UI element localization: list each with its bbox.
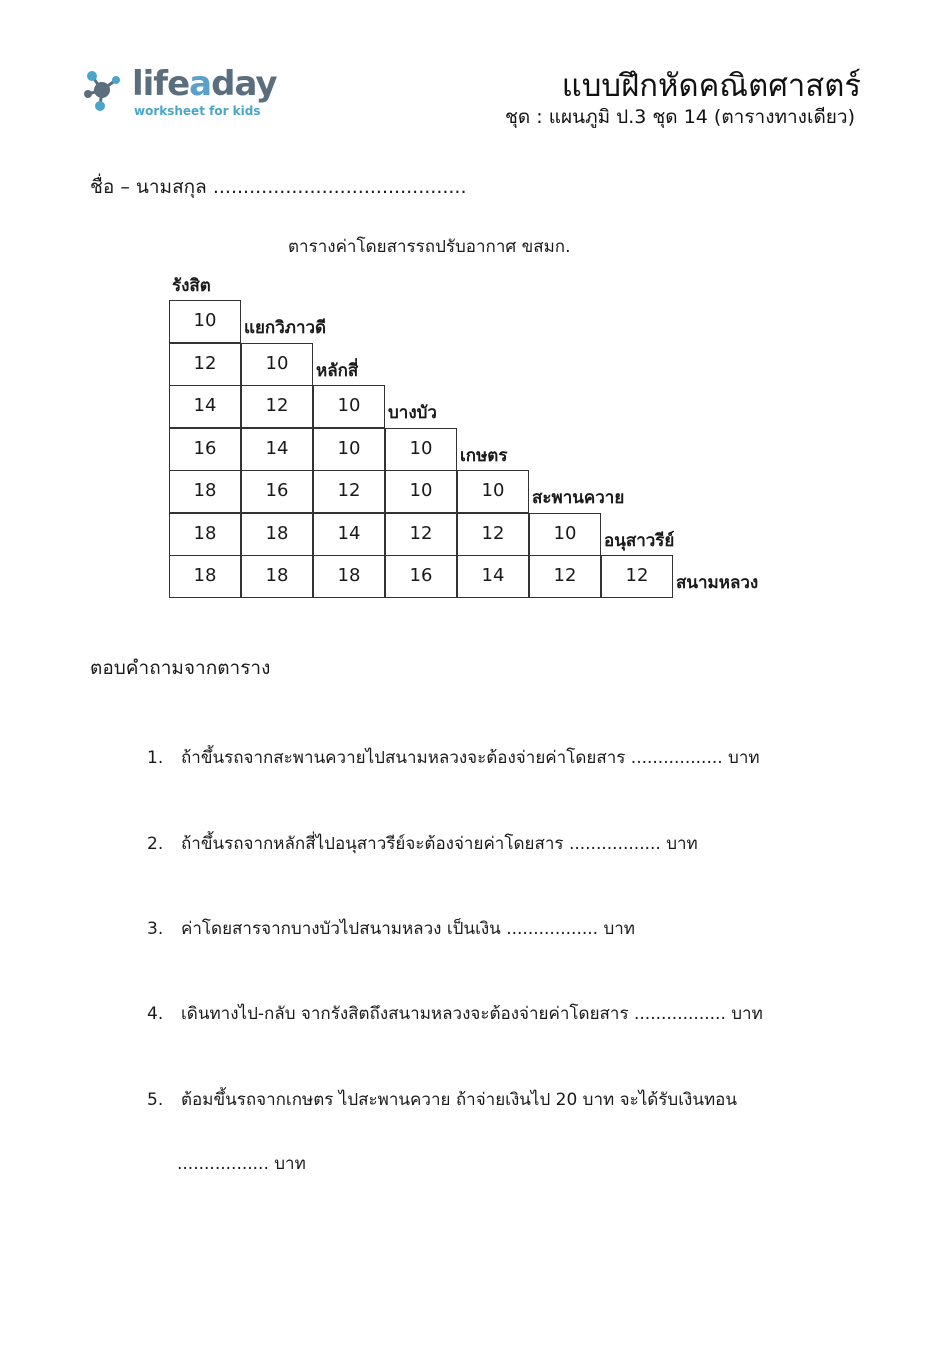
question-number: 4. <box>147 1004 164 1024</box>
logo-tagline: worksheet for kids <box>134 104 261 118</box>
stop-label: รังสิต <box>172 275 211 296</box>
question-text: ถ้าขึ้นรถจากหลักสี่ไปอนุสาวรีย์จะต้องจ่ายค่าโดยสาร ................. บาท <box>181 834 698 854</box>
questions-heading: ตอบคำถามจากตาราง <box>90 657 271 679</box>
fare-cell: 18 <box>169 555 241 598</box>
question-3 <box>147 915 635 942</box>
question-1 <box>147 744 760 771</box>
fare-cell: 12 <box>457 513 529 556</box>
fare-cell: 12 <box>169 343 241 386</box>
name-field-line: ชื่อ – นามสกุล .......................................... <box>90 176 467 198</box>
fare-cell: 10 <box>385 428 457 471</box>
fare-cell: 18 <box>313 555 385 598</box>
fare-cell: 16 <box>385 555 457 598</box>
stop-label: แยกวิภาวดี <box>244 318 327 338</box>
question-number: 2. <box>147 834 164 854</box>
fare-cell: 10 <box>385 470 457 513</box>
molecule-logo-icon <box>82 64 130 114</box>
fare-cell: 18 <box>169 513 241 556</box>
fare-cell: 10 <box>313 428 385 471</box>
fare-cell: 10 <box>529 513 601 556</box>
fare-cell: 14 <box>457 555 529 598</box>
question-4 <box>147 1000 763 1027</box>
fare-cell: 16 <box>169 428 241 471</box>
fare-cell: 12 <box>529 555 601 598</box>
question-number: 1. <box>147 748 164 768</box>
question-text: ค่าโดยสารจากบางบัวไปสนามหลวง เป็นเงิน ................. บาท <box>181 919 636 939</box>
fare-cell: 14 <box>241 428 313 471</box>
fare-cell: 14 <box>313 513 385 556</box>
stop-label: สนามหลวง <box>676 573 759 593</box>
fare-cell: 10 <box>457 470 529 513</box>
question-text: ต้อมขึ้นรถจากเกษตร ไปสะพานควาย ถ้าจ่ายเงินไป 20 บาท จะได้รับเงินทอน <box>181 1090 737 1110</box>
stop-label: เกษตร <box>460 445 508 466</box>
fare-cell: 10 <box>241 343 313 386</box>
stop-label: บางบัว <box>388 403 437 423</box>
fare-table-title: ตารางค่าโดยสารรถปรับอากาศ ขสมก. <box>288 237 571 257</box>
worksheet-title: แบบฝึกหัดคณิตศาสตร์ <box>561 68 861 104</box>
question-2 <box>147 830 698 857</box>
logo-wordmark: lifeaday <box>132 64 277 104</box>
stop-label: หลักสี่ <box>316 360 359 381</box>
fare-cell: 18 <box>169 470 241 513</box>
fare-cell: 12 <box>385 513 457 556</box>
fare-cell: 18 <box>241 555 313 598</box>
fare-cell: 14 <box>169 385 241 428</box>
fare-cell: 12 <box>313 470 385 513</box>
fare-cell: 18 <box>241 513 313 556</box>
question-number: 3. <box>147 919 164 939</box>
question-text: ถ้าขึ้นรถจากสะพานควายไปสนามหลวงจะต้องจ่ายค่าโดยสาร ................. บาท <box>181 748 760 768</box>
stop-label: อนุสาวรีย์ <box>604 530 675 551</box>
fare-cell: 12 <box>601 555 673 598</box>
fare-cell: 10 <box>313 385 385 428</box>
fare-cell: 12 <box>241 385 313 428</box>
fare-cell: 10 <box>169 300 241 343</box>
fare-cell: 16 <box>241 470 313 513</box>
lifeaday-logo <box>82 64 277 124</box>
question-number: 5. <box>147 1090 164 1110</box>
question-text: เดินทางไป-กลับ จากรังสิตถึงสนามหลวงจะต้องจ่ายค่าโดยสาร ................. บาท <box>181 1004 763 1024</box>
worksheet-subtitle: ชุด : แผนภูมิ ป.3 ชุด 14 (ตารางทางเดียว) <box>505 106 855 128</box>
question-5 <box>147 1086 737 1113</box>
stop-label: สะพานควาย <box>532 488 625 508</box>
question-5-answer-line: ................. บาท <box>177 1154 306 1174</box>
